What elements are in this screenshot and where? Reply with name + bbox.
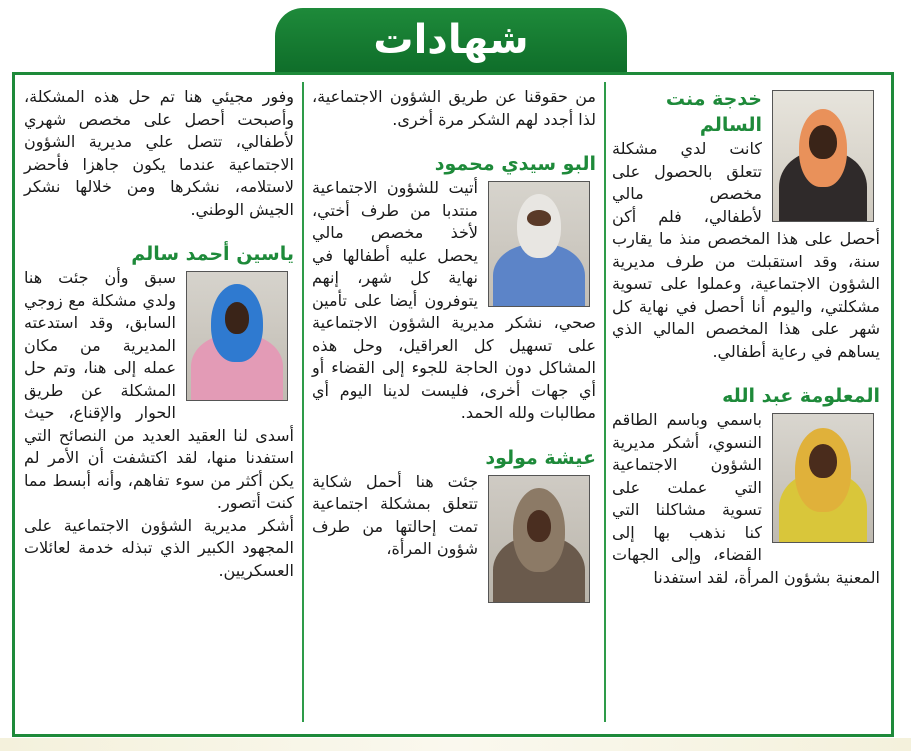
testimony-elbou: أتيت للشؤون الاجتماعية منتدبا من طرف أختي، لأخذ مخصص مالي يحصل عليه أطفالها في نهاية كل شهر، إنهم يتوفرون أيضا على تأمين صحي، نشكر مديرية الشؤون الاجتماعية على تسهيل كل العراقيل، وحل هذه المشاكل دون الحاجة للجوء إلى القضاء أو أي جهات أخرى، فليست لدينا اليوم أي مطالبات ولله الحمد. — [312, 178, 596, 422]
testimony-maalouma: باسمي وباسم الطاقم النسوي، أشكر مديرية الشؤون الاجتماعية التي عملت على تسوية مشاكلنا التي كنا نذهب بها إلى القضاء، وإلى الجهات المعنية بشؤون المرأة، لقد استفدنا — [612, 410, 880, 587]
name-yacine: ياسين أحمد سالم — [131, 243, 294, 265]
testimony-continued-left: وفور مجيئي هنا تم حل هذه المشكلة، وأصبحت أحصل على مخصص شهري لأطفالي، تتصل علي مديرية الشؤون الاجتماعية عندما يكون جاهزا فأحضر لاستلامه، نشكرها ومن خلالها نشكر الجيش الوطني. — [24, 87, 294, 219]
name-elbou: البو سيدي محمود — [434, 153, 596, 175]
name-khadija-line1: خدجة منت — [665, 88, 762, 110]
column-right — [612, 86, 880, 589]
name-maalouma: المعلومة عبد الله — [722, 385, 880, 407]
column-divider-right — [604, 82, 606, 722]
photo-khadija — [772, 90, 874, 222]
section-title: شهادات — [275, 8, 627, 72]
testimony-aicha: جئت هنا أحمل شكاية تتعلق بمشكلة اجتماعية تمت إحالتها من طرف شؤون المرأة، — [312, 471, 478, 558]
photo-elbou — [488, 181, 590, 307]
photo-maalouma — [772, 413, 874, 543]
photo-yacine — [186, 271, 288, 401]
testimony-continued-middle: من حقوقنا عن طريق الشؤون الاجتماعية، لذا أجدد لهم الشكر مرة أخرى. — [312, 87, 596, 129]
column-middle — [312, 86, 596, 605]
bottom-decoration — [0, 738, 911, 751]
column-divider-left — [302, 82, 304, 722]
name-khadija-line2: السالم — [699, 114, 762, 136]
photo-aicha — [488, 475, 590, 603]
testimony-yacine-thanks: أشكر مديرية الشؤون الاجتماعية على المجهود الكبير الذي تبذله خدمة لعائلات العسكريين. — [24, 515, 294, 580]
name-aicha: عيشة مولود — [485, 446, 596, 469]
testimony-khadija: كانت لدي مشكلة تتعلق بالحصول على مخصص مالي لأطفالي، فلم أكن أحصل على هذا المخصص منذ ما يقارب سنة، وقد استقبلت من طرف مديرية الشؤون الاجتماعية، وعملوا على تسوية مشكلتي، واليوم أنا أحصل في نهاية كل شهر على هذا المخصص المالي الذي يساهم في رعاية أطفالي. — [612, 139, 880, 361]
column-left — [24, 86, 294, 582]
testimony-yacine: سبق وأن جئت هنا ولدي مشكلة مع زوجي السابق، وقد استدعته المديرية من مكان عمله إلى هنا، وتم حل المشكلة عن طريق الحوار والإقناع، حيث أسدى لنا العقيد العديد من النصائح التي استفدنا منها، لقد اكتشفت أن الأمر لم يكن أكثر من سوء تفاهم، وأنه أبسط مما كنت أتصور. — [24, 268, 294, 512]
